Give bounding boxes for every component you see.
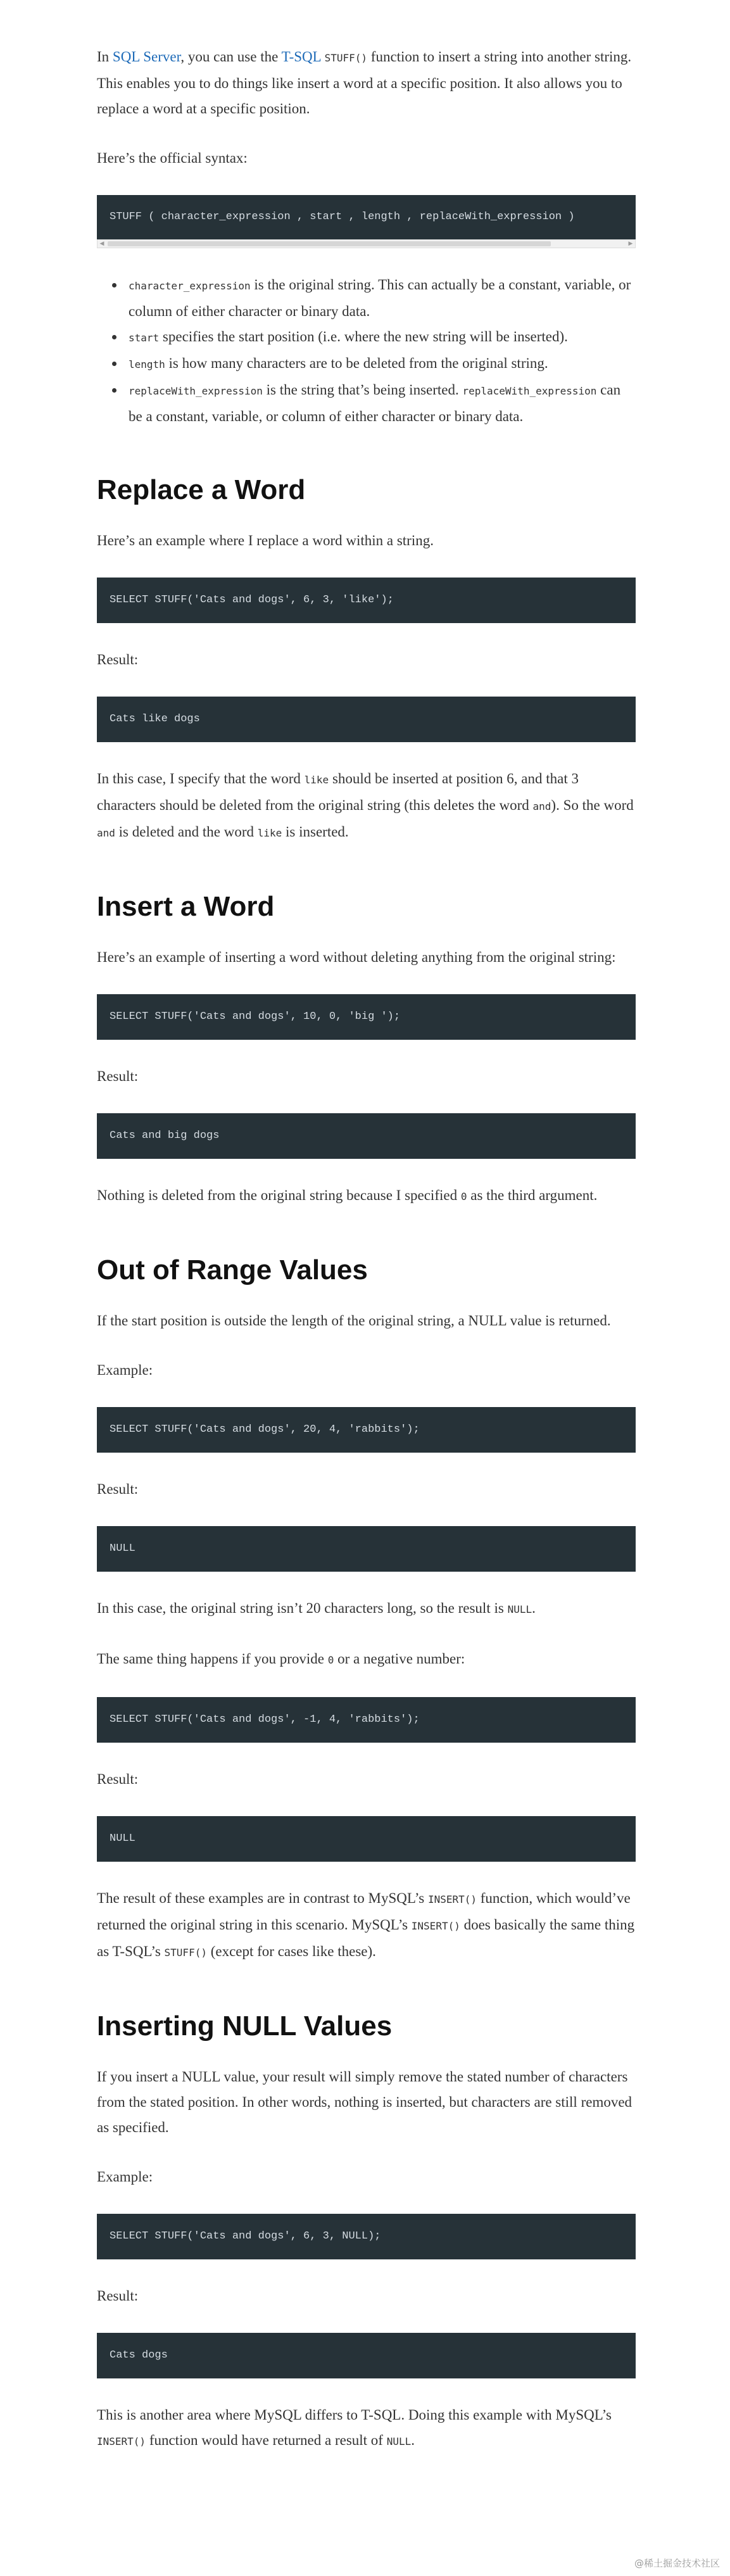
result-block: Cats dogs — [97, 2333, 636, 2378]
heading-insert-a-word: Insert a Word — [97, 891, 275, 922]
result-label: Result: — [97, 1481, 139, 1497]
result-label: Result: — [97, 1771, 139, 1787]
code-block: SELECT STUFF('Cats and dogs', -1, 4, 'rabbits'); — [97, 1697, 636, 1743]
code-horizontal-scrollbar[interactable] — [97, 239, 636, 248]
paragraph: In this case, I specify that the word like should be inserted at position 6, and that 3 characters should be deleted from the original string (this deletes the word and). So the word and is deleted and the word like is inserted. — [97, 771, 634, 840]
list-item: start specifies the start position (i.e. where the new string will be inserted). — [129, 324, 636, 351]
intro-paragraph: In SQL Server, you can use the T-SQL STUFF() function to insert a string into another string. This enables you to do things like insert a word at a specific position. It also allows you to replace a word at a specific position. — [97, 49, 632, 117]
code-block: SELECT STUFF('Cats and dogs', 6, 3, NULL); — [97, 2214, 636, 2259]
scrollbar-thumb[interactable] — [108, 241, 551, 246]
list-item: character_expression is the original string. This can actually be a constant, variable, or column of either character or binary data. — [129, 272, 636, 324]
paragraph: This is another area where MySQL differs to T-SQL. Doing this example with MySQL’s INSERT() function would have returned a result of NULL. — [97, 2407, 612, 2448]
paragraph: Nothing is deleted from the original string because I specified 0 as the third argument. — [97, 1187, 598, 1203]
result-label: Result: — [97, 2288, 139, 2304]
result-label: Result: — [97, 652, 139, 667]
sql-server-link[interactable]: SQL Server — [112, 49, 181, 65]
list-item: length is how many characters are to be deleted from the original string. — [129, 351, 636, 377]
syntax-intro: Here’s the official syntax: — [97, 150, 248, 166]
paragraph: Here’s an example where I replace a word within a string. — [97, 533, 434, 548]
result-label: Result: — [97, 1068, 139, 1084]
example-label: Example: — [97, 2169, 153, 2185]
result-block: Cats like dogs — [97, 697, 636, 742]
heading-out-of-range-values: Out of Range Values — [97, 1254, 368, 1285]
scroll-right-icon[interactable]: ▶ — [628, 241, 633, 247]
syntax-code-block — [97, 195, 636, 248]
result-block: NULL — [97, 1816, 636, 1862]
heading-replace-a-word: Replace a Word — [97, 474, 306, 505]
parameter-list — [97, 272, 636, 429]
list-item: replaceWith_expression is the string that’s being inserted. replaceWith_expression can be a constant, variable, or column of either character or binary data. — [129, 377, 636, 429]
result-block: NULL — [97, 1526, 636, 1572]
paragraph: In this case, the original string isn’t 20 characters long, so the result is NULL. — [97, 1600, 536, 1616]
t-sql-link[interactable]: T-SQL — [281, 49, 321, 65]
code-block: SELECT STUFF('Cats and dogs', 10, 0, 'big '); — [97, 994, 636, 1040]
article — [97, 44, 636, 2478]
scroll-left-icon[interactable]: ◀ — [99, 241, 104, 247]
paragraph: If you insert a NULL value, your result will simply remove the stated number of characters from the stated position. In other words, nothing is inserted, but characters are still removed as specified. — [97, 2069, 632, 2135]
paragraph: The same thing happens if you provide 0 or a negative number: — [97, 1651, 465, 1667]
heading-inserting-null-values: Inserting NULL Values — [97, 2011, 393, 2042]
code-block: SELECT STUFF('Cats and dogs', 6, 3, 'like'); — [97, 578, 636, 623]
paragraph: The result of these examples are in contrast to MySQL’s INSERT() function, which would’ve returned the original string in this scenario. MySQL’s INSERT() does basically the same thing as T-SQL’s STUFF() (except for cases like these). — [97, 1890, 635, 1959]
paragraph: Here’s an example of inserting a word without deleting anything from the original string: — [97, 949, 616, 965]
syntax-code: STUFF ( character_expression , start , length , replaceWith_expression ) — [97, 195, 636, 239]
code-block: SELECT STUFF('Cats and dogs', 20, 4, 'rabbits'); — [97, 1407, 636, 1453]
example-label: Example: — [97, 1362, 153, 1378]
result-block: Cats and big dogs — [97, 1113, 636, 1159]
paragraph: If the start position is outside the length of the original string, a NULL value is returned. — [97, 1313, 611, 1329]
watermark: @稀土掘金技术社区 — [634, 2558, 720, 2569]
